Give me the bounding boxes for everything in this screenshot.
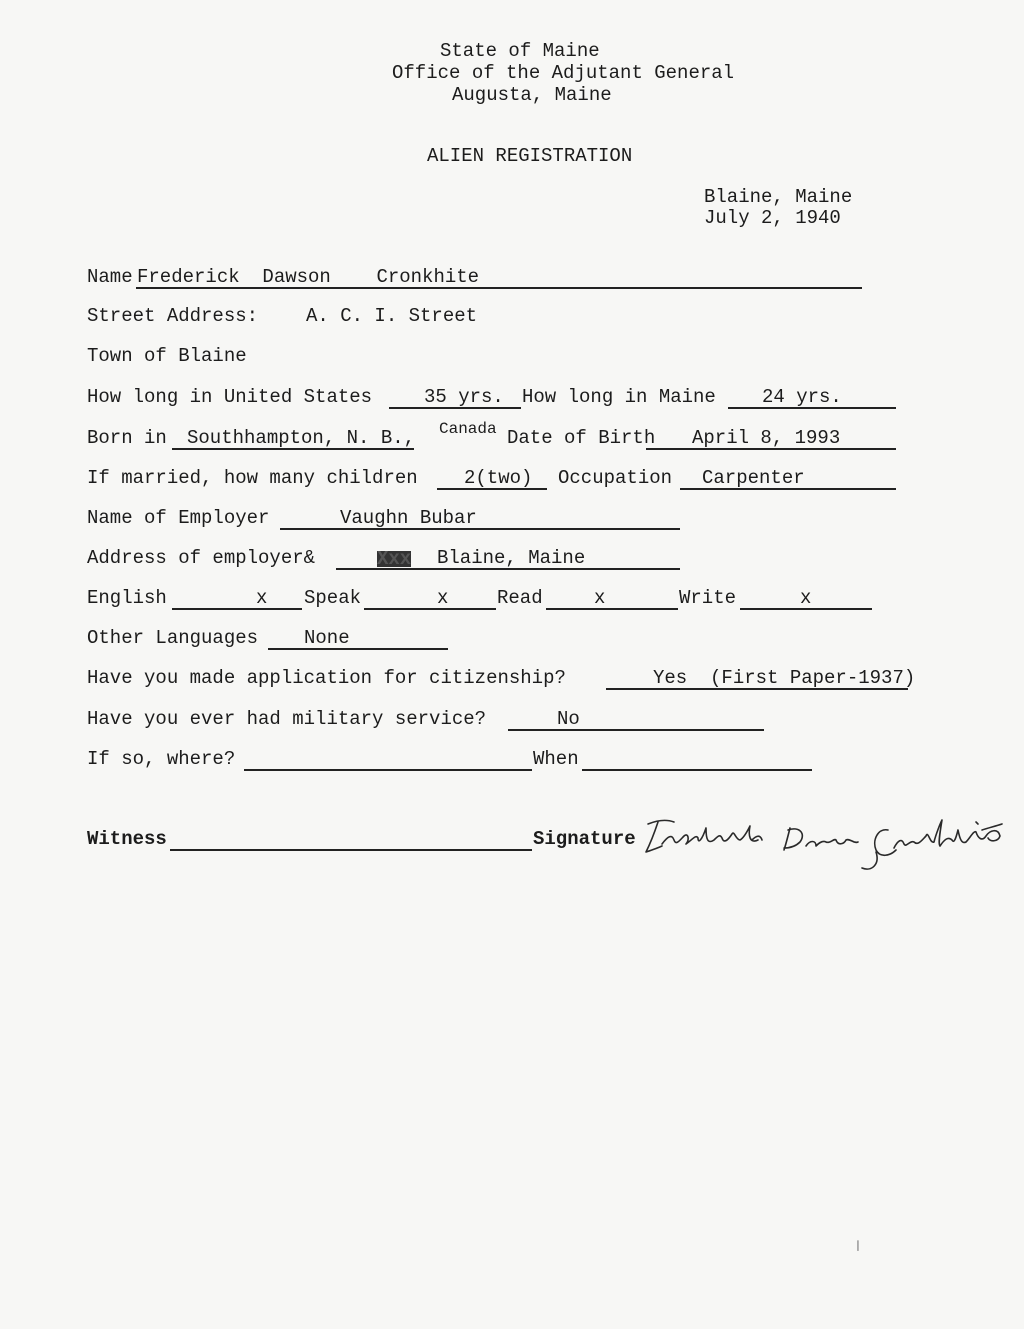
speak-underline	[364, 608, 496, 610]
birth-underline	[646, 448, 896, 450]
us-duration-value: 35 yrs.	[424, 386, 504, 408]
occupation-label: Occupation	[558, 467, 673, 489]
header-office: Office of the Adjutant General	[392, 62, 735, 84]
me-duration-value: 24 yrs.	[762, 386, 842, 408]
english-label: English	[87, 587, 167, 609]
other-languages-value: None	[304, 627, 350, 649]
header-state: State of Maine	[440, 40, 600, 62]
me-duration-label: How long in Maine	[522, 386, 716, 408]
occupation-underline	[680, 488, 896, 490]
employer-address-struck: Xxx	[377, 548, 412, 570]
write-label: Write	[679, 587, 737, 609]
header-city: Augusta, Maine	[452, 84, 612, 106]
military-label: Have you ever had military service?	[87, 708, 487, 730]
read-label: Read	[497, 587, 543, 609]
employer-value: Vaughn Bubar	[340, 507, 477, 529]
occupation-value: Carpenter	[702, 467, 805, 489]
signature-label: Signature	[533, 828, 636, 850]
form-title: ALIEN REGISTRATION	[427, 145, 633, 167]
citizenship-underline	[606, 688, 908, 690]
born-value: Southhampton, N. B.,	[187, 427, 416, 449]
when-underline	[582, 769, 812, 771]
children-underline	[437, 488, 547, 490]
birth-value: April 8, 1993	[692, 427, 841, 449]
witness-underline	[170, 849, 532, 851]
children-label: If married, how many children	[87, 467, 418, 489]
name-underline	[136, 287, 862, 289]
other-languages-label: Other Languages	[87, 627, 259, 649]
where-underline	[244, 769, 532, 771]
born-insert: Canada	[439, 420, 497, 438]
employer-address-underline	[336, 568, 680, 570]
employer-address-label: Address of employer&	[87, 547, 316, 569]
place-line: Blaine, Maine	[704, 186, 853, 208]
read-underline	[546, 608, 678, 610]
where-label: If so, where?	[87, 748, 236, 770]
town-label: Town of Blaine	[87, 345, 247, 367]
us-duration-underline	[389, 407, 521, 409]
born-underline	[172, 448, 414, 450]
children-value: 2(two)	[464, 467, 533, 489]
us-duration-label: How long in United States	[87, 386, 373, 408]
write-underline	[740, 608, 872, 610]
military-underline	[508, 729, 764, 731]
witness-label: Witness	[87, 828, 167, 850]
write-value: x	[800, 587, 812, 609]
citizenship-label: Have you made application for citizenship?	[87, 667, 566, 689]
english-underline	[172, 608, 302, 610]
citizenship-value: Yes (First Paper-1937)	[653, 667, 916, 689]
other-languages-underline	[268, 648, 448, 650]
speak-value: x	[437, 587, 449, 609]
employer-label: Name of Employer	[87, 507, 270, 529]
handwritten-signature	[640, 810, 1010, 880]
name-label: Name	[87, 266, 133, 288]
employer-address-value: Blaine, Maine	[437, 547, 586, 569]
date-line: July 2, 1940	[704, 207, 841, 229]
employer-underline	[280, 528, 680, 530]
military-value: No	[557, 708, 580, 730]
faint-mark: ꞁ	[856, 1237, 860, 1253]
me-duration-underline	[728, 407, 896, 409]
read-value: x	[594, 587, 606, 609]
born-label: Born in	[87, 427, 167, 449]
street-value: A. C. I. Street	[306, 305, 478, 327]
birth-label: Date of Birth	[507, 427, 656, 449]
when-label: When	[533, 748, 579, 770]
english-value: x	[256, 587, 268, 609]
street-label: Street Address:	[87, 305, 259, 327]
name-value: Frederick Dawson Cronkhite	[137, 266, 480, 288]
speak-label: Speak	[304, 587, 362, 609]
